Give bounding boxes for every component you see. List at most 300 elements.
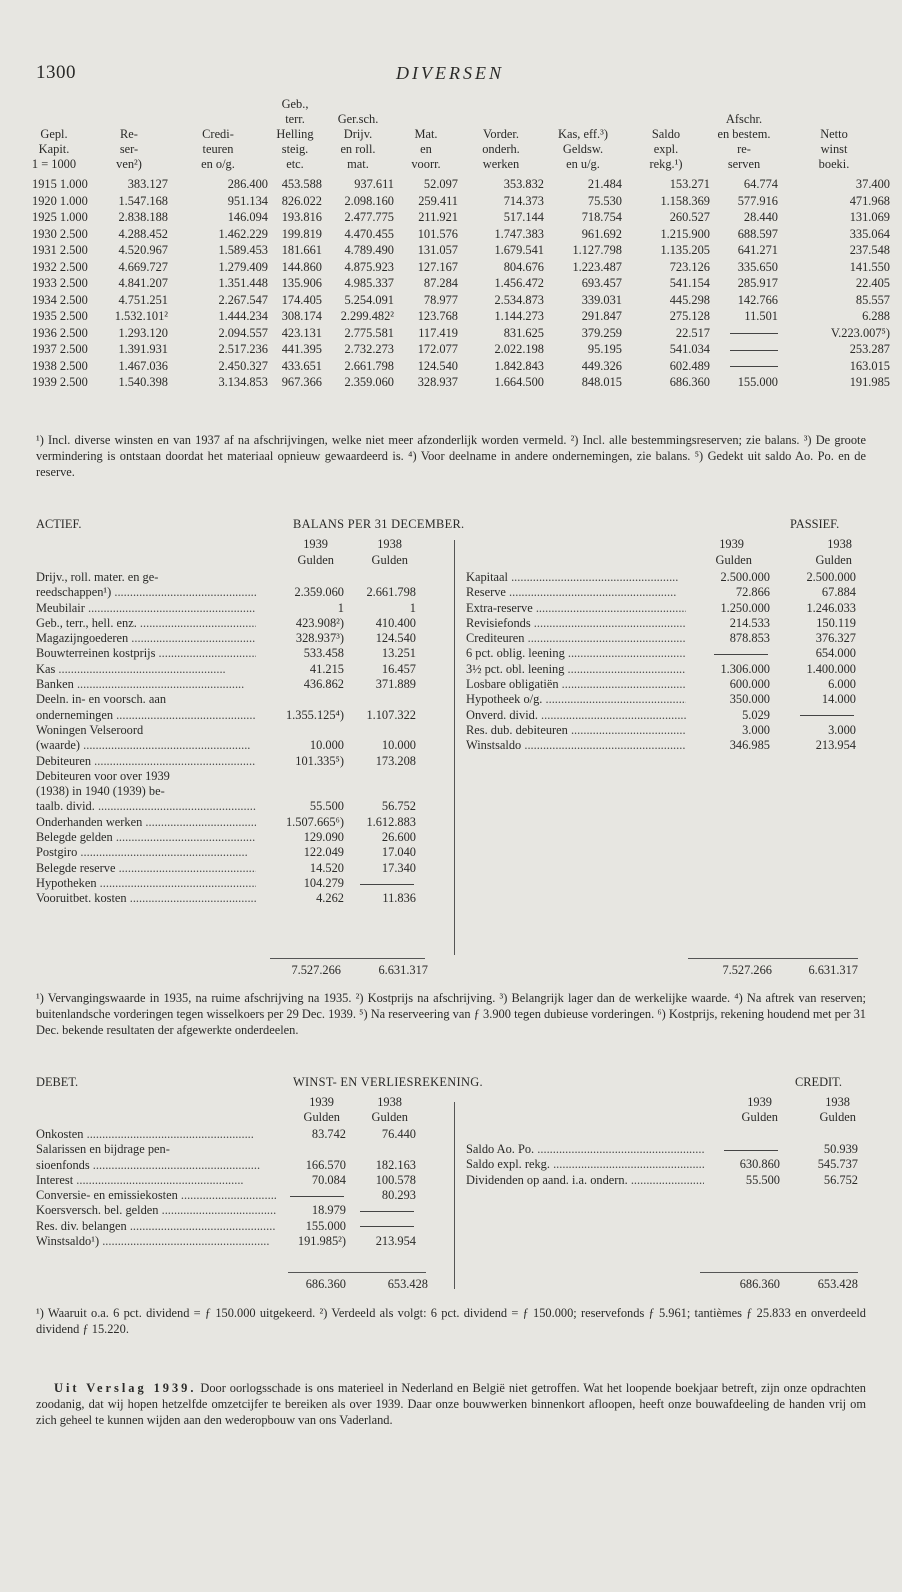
- history-value: 2.517.236: [218, 342, 268, 356]
- history-value: 1.747.383: [494, 226, 544, 241]
- history-value: 22.517: [675, 325, 710, 340]
- balance-unit-left-1: Gulden: [297, 553, 334, 567]
- history-header-line: voorr.: [411, 157, 441, 171]
- history-year: 1938: [32, 358, 57, 373]
- dash-rule: [730, 333, 778, 334]
- asset-row: [36, 891, 416, 906]
- asset-value-1938: 1: [409, 600, 416, 615]
- dash-rule: [730, 350, 778, 351]
- asset-label-text: Drijv., roll. mater. en ge-: [36, 570, 159, 584]
- history-value: 1.532.101²: [114, 309, 168, 323]
- asset-label-text: Hypotheken .....: [36, 876, 256, 890]
- balance-year-1938-left: 1938: [377, 537, 402, 551]
- asset-label-text: (waarde) .....: [36, 738, 250, 752]
- history-value: 383.127: [127, 177, 168, 191]
- liability-label-text: 6 pct. oblig. leening .....: [466, 646, 686, 660]
- history-value: 172.077: [417, 342, 458, 356]
- credit-label-text: Saldo Ao. Po. .....: [466, 1142, 704, 1156]
- asset-row: [36, 754, 416, 769]
- balance-unit-right-2: Gulden: [815, 553, 852, 567]
- history-column-header: [544, 97, 622, 176]
- liability-value-1938: 6.000: [828, 677, 856, 692]
- assets-table: [36, 570, 416, 907]
- pl-unit-left-1: Gulden: [303, 1110, 340, 1124]
- history-value: 285.917: [737, 276, 778, 290]
- history-capital: 2.500: [59, 375, 88, 389]
- liability-value-1939: 5.029: [742, 707, 770, 722]
- credit-label: [466, 1142, 704, 1157]
- liability-value-1939: 72.866: [735, 585, 770, 600]
- asset-label: [36, 876, 256, 891]
- history-value: 641.271: [737, 243, 778, 257]
- history-header-line: Afschr.: [725, 112, 763, 126]
- history-year: 1915: [32, 177, 57, 191]
- asset-label: [36, 570, 256, 585]
- pl-title: WINST- EN VERLIESREKENING.: [293, 1075, 483, 1089]
- debit-label: [36, 1234, 276, 1249]
- asset-empty: [344, 769, 416, 784]
- debit-label: [36, 1219, 276, 1234]
- verslag-paragraph: [36, 1380, 866, 1428]
- asset-row: [36, 631, 416, 646]
- liability-value-1939: 2.500.000: [720, 570, 770, 584]
- asset-label: [36, 891, 256, 906]
- debit-label-text: Koersversch. bel. gelden .....: [36, 1203, 276, 1217]
- history-row: [18, 259, 890, 276]
- liability-label: [466, 692, 686, 707]
- history-value: 541.034: [669, 342, 710, 356]
- asset-value-1938: 11.836: [382, 891, 416, 906]
- history-value: 75.530: [587, 193, 622, 208]
- history-value: 237.548: [849, 243, 890, 257]
- liability-label: [466, 646, 686, 661]
- asset-row: [36, 830, 416, 845]
- dash-rule: [360, 884, 414, 885]
- asset-row: [36, 677, 416, 692]
- dash-rule: [360, 1226, 414, 1227]
- history-value: 1.462.229: [218, 226, 268, 241]
- debit-value-1938: 213.954: [375, 1234, 416, 1249]
- liability-label-text: Reserve .....: [466, 585, 676, 599]
- debit-total-1938: 653.428: [387, 1277, 428, 1291]
- history-year: 1937: [32, 342, 57, 356]
- history-value: 286.400: [227, 177, 268, 191]
- asset-empty: [256, 769, 344, 784]
- history-year: 1933: [32, 276, 57, 290]
- history-value: 2.661.798: [344, 358, 394, 373]
- history-value: 1.679.541: [494, 243, 544, 257]
- asset-empty: [256, 692, 344, 707]
- history-header-line: [458, 112, 544, 127]
- liability-label-text: Crediteuren .....: [466, 631, 686, 645]
- history-capital: 2.500: [59, 226, 88, 241]
- history-value: 967.366: [281, 375, 322, 389]
- asset-value-1938: 17.040: [381, 845, 416, 860]
- history-year-capital: [18, 193, 90, 210]
- asset-value-1939: 436.862: [303, 677, 344, 692]
- history-value: 135.906: [281, 276, 322, 290]
- verslag-text: Door oorlogsschade is ons materieel in Nederland en België niet getroffen. Wat het loopende boekjaar betreft, zijn onze opdrachten zoodanig, dat wij hopen hetzelfde omzetcijfer te bereiken als over 1939. Daar onze bouwwerken binnenkort afloopen, heeft onze bouwafdeeling de handen vrij om zich geheel te kunnen wijden aan den wederopbouw van ons Vaderland.: [36, 1381, 866, 1427]
- debit-label: [36, 1127, 276, 1142]
- history-value: 4.520.967: [118, 243, 168, 257]
- debit-total-rule: [288, 1272, 426, 1273]
- history-column-header: [268, 97, 322, 176]
- asset-empty: [256, 570, 344, 585]
- history-row: [18, 209, 890, 226]
- liability-label-text: Extra-reserve .....: [466, 601, 686, 615]
- asset-empty: [256, 784, 344, 799]
- history-header-line: [394, 112, 458, 127]
- asset-label-text: Onderhanden werken .....: [36, 815, 256, 829]
- history-header-line: Helling: [276, 127, 314, 141]
- balance-unit-right-1: Gulden: [715, 553, 752, 567]
- asset-label: [36, 692, 256, 707]
- debit-label: [36, 1188, 276, 1203]
- liability-label: [466, 738, 686, 753]
- dash-rule: [290, 1196, 344, 1197]
- asset-row: [36, 601, 416, 616]
- asset-label: [36, 662, 256, 677]
- balance-title: BALANS PER 31 DECEMBER.: [293, 517, 465, 531]
- liability-label: [466, 723, 686, 738]
- asset-row: [36, 692, 416, 707]
- history-value: 2.267.547: [218, 292, 268, 307]
- history-value: 308.174: [281, 309, 322, 323]
- liabilities-total-rule: [688, 958, 858, 959]
- asset-value-1938: 173.208: [375, 753, 416, 768]
- history-value: 1.351.448: [218, 276, 268, 290]
- history-value: 826.022: [281, 193, 322, 208]
- history-value: 2.022.198: [494, 342, 544, 356]
- history-value: 52.097: [423, 177, 458, 191]
- history-year: 1935: [32, 309, 57, 323]
- dash-rule: [800, 715, 854, 716]
- debit-row: [36, 1142, 416, 1157]
- liability-value-1938: 376.327: [815, 631, 856, 646]
- history-header-line: [710, 97, 778, 112]
- history-header-line: Geb.,: [281, 97, 309, 111]
- history-value: 144.860: [281, 259, 322, 274]
- asset-label-text: Debiteuren .....: [36, 754, 256, 768]
- history-column-header: [394, 97, 458, 176]
- asset-value-1939: 129.090: [303, 830, 344, 845]
- asset-value-1939: 14.520: [309, 860, 344, 875]
- history-header-line: Gepl.: [40, 127, 68, 141]
- history-value: 1.467.036: [118, 358, 168, 373]
- history-value: 117.419: [418, 325, 458, 340]
- history-value: 131.069: [849, 210, 890, 224]
- debit-value-1939: 83.742: [311, 1127, 346, 1141]
- history-value: 4.875.923: [344, 259, 394, 274]
- history-column-header: [168, 97, 268, 176]
- history-row: [18, 292, 890, 309]
- liability-label: [466, 601, 686, 616]
- history-header-line: [90, 112, 168, 127]
- liability-label-text: Hypotheek o/g. .....: [466, 692, 686, 706]
- history-header-line: [394, 97, 458, 112]
- history-year-capital: [18, 259, 90, 276]
- history-value: 433.651: [281, 358, 322, 373]
- liability-row: [466, 631, 856, 646]
- debit-label: [36, 1203, 276, 1218]
- asset-label: [36, 830, 256, 845]
- history-value: 471.968: [849, 193, 890, 208]
- history-header-line: rekg.¹): [649, 157, 683, 171]
- history-value: 155.000: [737, 375, 778, 389]
- liability-value-1938: 3.000: [828, 722, 856, 737]
- history-row: [18, 374, 890, 391]
- debit-label-text: Winstsaldo¹) .....: [36, 1234, 269, 1248]
- asset-value-1938: 10.000: [381, 738, 416, 753]
- history-year-capital: [18, 292, 90, 309]
- history-year-capital: [18, 275, 90, 292]
- credit-row: [466, 1157, 858, 1172]
- history-value: 1.589.453: [218, 243, 268, 257]
- asset-value-1939: 2.359.060: [294, 585, 344, 600]
- liability-label: [466, 570, 686, 585]
- debit-label: [36, 1173, 276, 1188]
- history-header-line: en roll.: [340, 142, 376, 156]
- asset-value-1939: 533.458: [303, 646, 344, 661]
- history-value: 193.816: [281, 210, 322, 224]
- history-value: 37.400: [855, 177, 890, 191]
- asset-label: [36, 799, 256, 814]
- history-table: [18, 97, 890, 391]
- history-value: 693.457: [581, 276, 622, 290]
- history-value: 577.916: [737, 193, 778, 208]
- asset-label-text: Vooruitbet. kosten .....: [36, 891, 256, 905]
- history-value: 335.064: [849, 226, 890, 241]
- debit-label-text: sioenfonds .....: [36, 1158, 260, 1172]
- history-year-capital: [18, 176, 90, 193]
- history-value: 253.287: [849, 342, 890, 356]
- asset-label: [36, 738, 256, 753]
- history-footnote: ¹) Incl. diverse winsten en van 1937 af na afschrijvingen, welke niet meer afzonderlijk worden vermeld. ²) Incl. alle bestemmingsreserven; zie balans. ³) De groote vermindering is ontstaan doordat het materiaal opnieuw gewaardeerd is. ⁴) Voor deelname in andere ondernemingen, zie balans. ⁵) Gedekt uit saldo Ao. Po. en de reserve.: [36, 433, 866, 479]
- history-capital: 1.000: [59, 210, 88, 224]
- history-year: 1939: [32, 375, 57, 389]
- history-value: 1.158.369: [660, 193, 710, 208]
- liability-row: [466, 677, 856, 692]
- history-header-line: en bestem.: [717, 127, 771, 141]
- history-value: 961.692: [581, 226, 622, 241]
- liability-value-1938: [770, 708, 856, 723]
- history-value: 4.985.337: [344, 276, 394, 290]
- history-value: 848.015: [581, 375, 622, 389]
- history-year-capital: [18, 226, 90, 243]
- history-value: 181.661: [281, 243, 322, 257]
- asset-row: [36, 799, 416, 814]
- history-year: 1931: [32, 243, 57, 257]
- history-row: [18, 176, 890, 193]
- history-header-line: Kapit.: [38, 142, 70, 156]
- history-value: 2.775.581: [344, 325, 394, 340]
- history-value: 1.127.798: [572, 243, 622, 257]
- asset-row: [36, 570, 416, 585]
- asset-value-1938: 56.752: [381, 799, 416, 814]
- credit-label-text: Saldo expl. rekg. .....: [466, 1157, 704, 1171]
- debit-value-1938: 182.163: [375, 1157, 416, 1172]
- history-value: 1.215.900: [660, 226, 710, 241]
- history-value: 1.444.234: [218, 309, 268, 323]
- credit-label: [466, 1157, 704, 1172]
- pl-unit-right-1: Gulden: [741, 1110, 778, 1124]
- history-value: 28.440: [743, 210, 778, 224]
- history-value: 1.664.500: [494, 375, 544, 389]
- history-value: 602.489: [669, 358, 710, 373]
- history-capital: 1.000: [59, 177, 88, 191]
- debit-label-text: Conversie- en emissiekosten .....: [36, 1188, 276, 1202]
- asset-label-text: taalb. divid. .....: [36, 799, 256, 813]
- asset-label: [36, 861, 256, 876]
- asset-label: [36, 845, 256, 860]
- history-header-line: [778, 112, 890, 127]
- history-value: 1.135.205: [660, 243, 710, 257]
- asset-label-text: Kas .....: [36, 662, 226, 676]
- history-value: 831.625: [503, 325, 544, 340]
- history-capital: 2.500: [59, 358, 88, 373]
- debit-empty: [276, 1142, 346, 1157]
- asset-label: [36, 677, 256, 692]
- history-column-header: [710, 97, 778, 176]
- history-value: 4.789.490: [344, 243, 394, 257]
- liability-value-1938: 213.954: [815, 738, 856, 753]
- asset-row: [36, 845, 416, 860]
- history-value: 2.477.775: [344, 210, 394, 224]
- debit-value-1938: [346, 1219, 416, 1234]
- history-header-line: Credi-: [202, 127, 234, 141]
- history-value: V.223.007⁵): [830, 325, 890, 340]
- history-value: 1.547.168: [118, 193, 168, 208]
- asset-label: [36, 815, 256, 830]
- history-value: 211.921: [418, 210, 458, 224]
- debit-row: [36, 1234, 416, 1249]
- verslag-label: Uit Verslag 1939.: [54, 1381, 197, 1395]
- liability-label: [466, 585, 686, 600]
- page-title: DIVERSEN: [396, 63, 504, 83]
- asset-label: [36, 784, 256, 799]
- pl-year-1939-left: 1939: [309, 1095, 334, 1109]
- history-year: 1925: [32, 210, 57, 224]
- liability-value-1939: 600.000: [729, 677, 770, 692]
- history-year-capital: [18, 242, 90, 259]
- credit-total-1938: 653.428: [817, 1277, 858, 1291]
- history-value: 2.732.273: [344, 342, 394, 356]
- history-header-line: [544, 97, 622, 112]
- asset-value-1939: 101.335⁵): [295, 753, 344, 768]
- history-value: 449.326: [581, 358, 622, 373]
- liability-row: [466, 708, 856, 723]
- liability-value-1938: 1.400.000: [806, 661, 856, 676]
- history-value: 1.293.120: [118, 325, 168, 340]
- liability-value-1938: 654.000: [815, 646, 856, 661]
- debit-row: [36, 1203, 416, 1218]
- debit-value-1939: 70.084: [311, 1172, 346, 1187]
- asset-value-1938: 16.457: [381, 661, 416, 676]
- history-value: 335.650: [737, 259, 778, 274]
- credit-value-1939: 630.860: [739, 1157, 780, 1172]
- history-header-line: [622, 97, 710, 112]
- history-value: 541.154: [669, 276, 710, 290]
- history-row: [18, 193, 890, 210]
- history-value: 441.395: [281, 342, 322, 356]
- history-header-line: winst: [820, 142, 848, 156]
- history-header-line: Saldo: [651, 127, 681, 141]
- liability-value-1939: [686, 646, 770, 661]
- credit-label-text: Dividenden op aand. i.a. ondern. .....: [466, 1173, 704, 1187]
- asset-label: [36, 769, 256, 784]
- history-value: 4.669.727: [118, 259, 168, 274]
- asset-value-1939: 55.500: [309, 799, 344, 814]
- debit-value-1938: 100.578: [375, 1172, 416, 1187]
- history-value: 78.977: [423, 292, 458, 307]
- history-header-line: Kas, eff.³): [558, 127, 608, 141]
- history-header-line: [168, 97, 268, 112]
- liability-value-1939: 214.533: [729, 615, 770, 630]
- asset-row: [36, 646, 416, 661]
- asset-label: [36, 708, 256, 723]
- liability-value-1939: 1.250.000: [720, 600, 770, 615]
- asset-value-1939: 423.908²): [295, 615, 344, 630]
- history-column-header: [322, 97, 394, 176]
- liability-value-1938: 150.119: [816, 615, 856, 630]
- credit-total-rule: [700, 1272, 858, 1273]
- history-row: [18, 242, 890, 259]
- asset-value-1939: 1.355.125⁴): [285, 707, 344, 722]
- history-value: 686.360: [669, 375, 710, 389]
- asset-label-text: Belegde reserve .....: [36, 861, 256, 875]
- history-value: 2.299.482²: [340, 309, 394, 323]
- asset-label-text: reedschappen¹) .....: [36, 585, 256, 599]
- credit-row: [466, 1142, 858, 1157]
- history-value: 2.838.188: [118, 210, 168, 224]
- debit-empty: [346, 1142, 416, 1157]
- history-value: 1.540.398: [118, 375, 168, 389]
- history-value: 3.134.853: [218, 375, 268, 389]
- asset-empty: [344, 570, 416, 585]
- history-value: 804.676: [503, 259, 544, 274]
- history-value: 1.144.273: [494, 309, 544, 323]
- liability-label-text: Losbare obligatiën .....: [466, 677, 686, 691]
- history-column-header: [458, 97, 544, 176]
- liability-label: [466, 662, 686, 677]
- debit-value-1939: 155.000: [305, 1218, 346, 1233]
- asset-label-text: Postgiro .....: [36, 845, 248, 859]
- debit-label-text: Onkosten .....: [36, 1127, 254, 1141]
- liability-label: [466, 631, 686, 646]
- history-value: 445.298: [669, 292, 710, 307]
- liability-value-1939: 350.000: [729, 692, 770, 707]
- asset-value-1938: [344, 876, 416, 891]
- liability-label-text: Kapitaal .....: [466, 570, 678, 584]
- asset-value-1938: 1.612.883: [366, 814, 416, 829]
- liabilities-total-1938: 6.631.317: [808, 963, 858, 977]
- debet-heading: DEBET.: [36, 1075, 79, 1089]
- assets-total-rule: [270, 958, 425, 959]
- history-value: 1.279.409: [218, 259, 268, 274]
- history-value: 4.470.455: [344, 226, 394, 241]
- history-column-header: [778, 97, 890, 176]
- history-capital: 2.500: [59, 276, 88, 290]
- history-year-capital: [18, 341, 90, 358]
- history-header-line: Mat.: [414, 127, 438, 141]
- assets-total-1939: 7.527.266: [291, 963, 341, 977]
- asset-value-1939: 328.937³): [295, 631, 344, 646]
- liability-row: [466, 585, 856, 600]
- history-header-line: en o/g.: [201, 157, 235, 171]
- history-dash-cell: [710, 325, 778, 342]
- history-header-line: Ger.sch.: [337, 112, 379, 126]
- asset-row: [36, 585, 416, 600]
